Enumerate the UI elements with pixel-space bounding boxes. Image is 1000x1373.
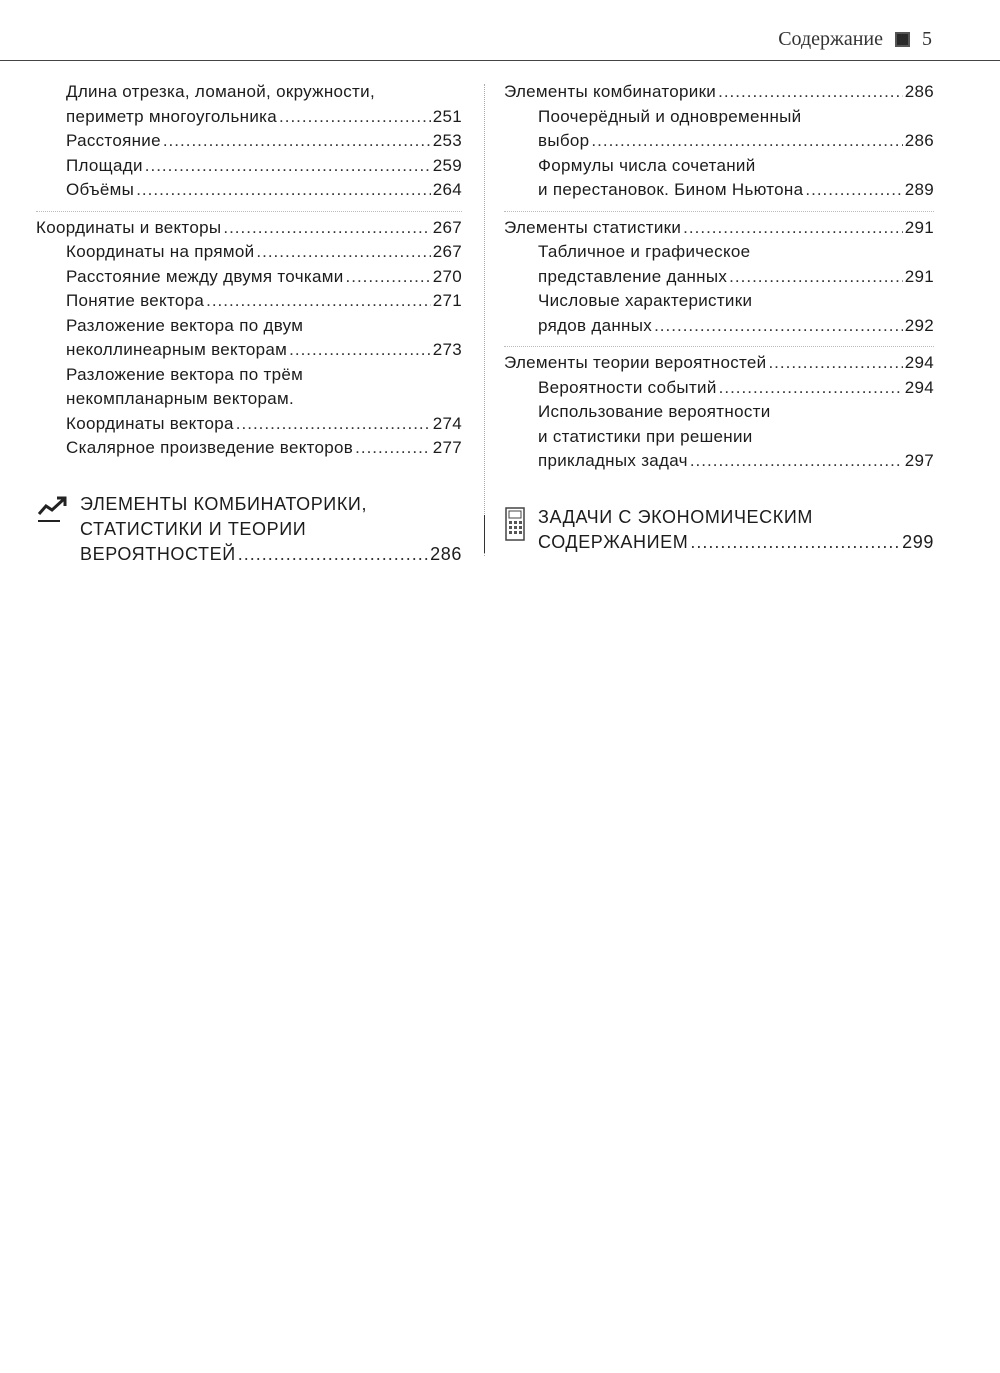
toc-entry-title: Использование вероятности [538,402,771,421]
toc-entry-page: 291 [904,266,934,286]
leader-dots [591,129,902,154]
toc-entry[interactable] [66,240,462,265]
leader-dots [654,314,903,339]
toc-entry-page: 274 [432,413,462,433]
toc-entry[interactable] [66,436,462,461]
toc-group-combinatorics [504,80,934,203]
toc-entry-title: Координаты вектора [66,413,234,433]
toc-entry-title: и статистики при решении [538,426,753,446]
header-rule [0,60,1000,61]
toc-entry[interactable] [538,129,934,154]
toc-entry-head[interactable]: Элементы теории вероятностей ..... 294 [504,351,934,376]
toc-entry[interactable] [538,314,934,339]
leader-dots [805,178,902,203]
toc-entry[interactable] [538,400,934,425]
toc-entry-page: 259 [432,155,462,175]
toc-entry-page: 271 [432,291,462,310]
header-title: Содержание [778,28,883,50]
toc-entry-head[interactable]: Элементы комбинаторики ..... 286 [504,80,934,105]
toc-entry-page: 297 [904,451,934,470]
leader-dots [355,436,431,461]
toc-entry-page: 267 [432,242,462,261]
toc-entry[interactable] [66,265,462,290]
calculator-icon [504,507,526,541]
toc-entry-title: Формулы числа сочетаний [538,155,756,175]
toc-entry-page: 251 [432,106,462,126]
toc-entry-page: 273 [432,340,462,359]
toc-entry[interactable] [538,154,934,179]
toc-entry-page: 253 [432,131,462,150]
toc-entry[interactable] [538,376,934,401]
leader-dots [690,449,903,474]
running-header [778,28,932,51]
toc-entry-title: прикладных задач [538,451,688,470]
toc-entry-title: Расстояние между двумя точками [66,266,344,286]
toc-entry-title: Разложение вектора по трём [66,364,304,384]
toc-entry[interactable] [66,314,462,339]
toc-entry-title: Объёмы [66,180,135,199]
toc-entry-page: 289 [904,180,934,199]
column-divider [484,84,485,556]
toc-entry-title: некомпланарным векторам. [66,389,295,408]
square-marker-icon [895,32,910,47]
toc-entry-page: 286 [904,131,934,150]
toc-entry[interactable] [66,289,462,314]
toc-entry[interactable] [538,289,934,314]
toc-entry[interactable] [66,105,462,130]
toc-entry-title: неколлинеарным векторам [66,340,288,359]
leader-dots [145,154,431,179]
left-column [36,80,462,567]
toc-entry-title: и перестановок. Бином Ньютона [538,180,804,199]
toc-section-combinatorics[interactable]: ЭЛЕМЕНТЫ КОМБИНАТОРИКИ, СТАТИСТИКИ И ТЕОРИИ ВЕРОЯТНОСТЕЙ ..... 286 [36,492,462,567]
toc-entry-title: Расстояние [66,131,161,150]
toc-entry[interactable] [538,425,934,450]
toc-entry[interactable] [538,178,934,203]
toc-entry-title: периметр многоугольника [66,106,278,126]
toc-entry-title: Координаты на прямой [66,242,255,261]
toc-entry-title: Площади [66,155,143,175]
toc-group-measures [36,80,462,203]
leader-dots [206,289,431,314]
toc-entry[interactable] [66,154,462,179]
toc-entry[interactable] [538,265,934,290]
toc-entry-title: выбор [538,131,590,150]
toc-entry[interactable] [538,449,934,474]
leader-dots [223,216,430,241]
toc-entry-title: рядов данных [538,315,653,335]
right-column [504,80,934,555]
toc-entry-title: Понятие вектора [66,291,205,310]
toc-entry[interactable] [66,338,462,363]
toc-entry-title: Числовые характеристики [538,291,753,310]
toc-entry[interactable] [538,240,934,265]
toc-entry-page: 277 [432,438,462,457]
toc-entry-title: Разложение вектора по двум [66,315,304,335]
leader-dots [729,265,903,290]
toc-entry-page: 292 [904,315,934,335]
leader-dots [256,240,430,265]
toc-entry-title: Поочерёдный и одновременный [538,106,802,126]
leader-dots [719,376,903,401]
toc-entry[interactable] [66,178,462,203]
toc-entry-page: 270 [432,266,462,286]
leader-dots [163,129,431,154]
toc-entry[interactable] [66,387,462,412]
toc-entry[interactable] [66,412,462,437]
trend-chart-icon [36,494,72,524]
toc-entry-title: Вероятности событий [538,377,717,397]
toc-entry-head[interactable]: Координаты и векторы ..... 267 [36,216,462,241]
toc-group-probability [504,346,934,474]
toc-entry-page: 264 [432,180,462,199]
leader-dots [236,412,431,437]
toc-entry-page: 294 [904,377,934,397]
toc-group-coordinates [36,211,462,461]
leader-dots [346,265,431,290]
leader-dots [136,178,431,203]
toc-entry-title: Скалярное произведение векторов [66,438,354,457]
toc-group-statistics [504,211,934,339]
toc-entry[interactable] [66,363,462,388]
column-divider-solid [484,515,485,553]
toc-entry[interactable] [66,129,462,154]
toc-entry-title: Табличное и графическое [538,242,751,261]
toc-section-economics[interactable]: ЗАДАЧИ С ЭКОНОМИЧЕСКИМ СОДЕРЖАНИЕМ ..... 299 [504,505,934,555]
leader-dots [279,105,431,130]
leader-dots [289,338,431,363]
toc-entry[interactable] [66,80,462,105]
toc-entry-head[interactable]: Элементы статистики ..... 291 [504,216,934,241]
toc-entry[interactable] [538,105,934,130]
toc-entry-title: Длина отрезка, ломаной, окружности, [66,82,375,101]
header-page-number: 5 [922,28,932,50]
toc-entry-title: представление данных [538,266,728,286]
